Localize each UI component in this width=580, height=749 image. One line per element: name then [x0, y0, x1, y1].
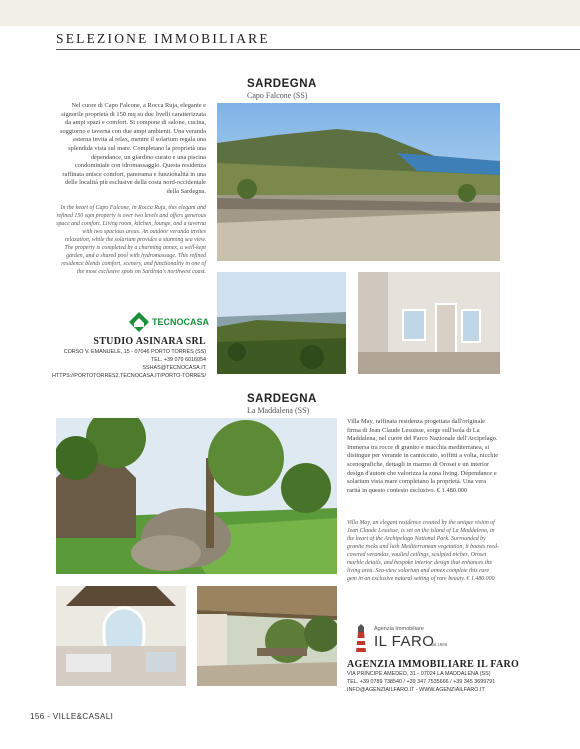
- lighthouse-icon: [352, 624, 370, 654]
- listing1-region: SARDEGNA: [247, 78, 317, 90]
- listing2-photo-interior: [56, 586, 186, 686]
- listing1-agency-email[interactable]: SSHAS@TECNOCASA.IT: [142, 365, 206, 371]
- listing2-agency-phone: TEL. +39 0789 738540 / +39 347 7535666 / +39 345 3699791: [347, 679, 496, 685]
- page-footer: 156 - VILLE&CASALI: [30, 712, 114, 721]
- listing1-photo-coast: [217, 103, 500, 261]
- listing2-location: La Maddalena (SS): [247, 406, 310, 415]
- il-faro-logo-since: dal 1986: [430, 642, 448, 647]
- listing2-region: SARDEGNA: [247, 393, 317, 405]
- il-faro-logo: [352, 624, 502, 656]
- tecnocasa-logo: [128, 311, 208, 333]
- header-rule: [56, 49, 580, 50]
- tecnocasa-logo-text: TECNOCASA: [152, 317, 210, 327]
- section-title: SELEZIONE IMMOBILIARE: [56, 31, 270, 46]
- il-faro-logo-small: Agenzia Immobiliare: [374, 626, 424, 632]
- il-faro-logo-big: IL FARO: [374, 633, 435, 650]
- top-band: [0, 0, 580, 26]
- listing1-agency-address: CORSO V. EMANUELE, 15 - 07046 PORTO TORRES (SS): [63, 349, 206, 355]
- listing2-text-en: Villa May, an elegant residence created by the unique vision of Jean Claude Lesuisse, is set on the island of La Maddalena, in the heart of the Archipelago National Park. Surrounded by granite rocks and lush Mediterranean vegetation, it boasts reed-covered verandas, vaulted ceilings, sculpted niches, Orosei marble details, and bespoke interior design that enhances the living area. Sea-view solarium and annex complete this rare gem in an exclusive natural setting of rare beauty. € 1.480.000: [347, 520, 499, 582]
- listing2-agency-address: VIA PRINCIPE AMEDEO, 31 - 07024 LA MADDALENA (SS): [347, 671, 491, 677]
- listing2-text-it: Villa May, raffinata residenza progettata dall'originale firma di Jean Claude Lesuisse, sorge sull'isola di La Maddalena, nel cuore del Parco Nazionale dell'Arcipelago. Immersa tra rocce di granito e macchia mediterranea, si distingue per verande in canniccato, soffitti a volta, nicchie scenografiche, dettagli in marmo di Orosei e un interior design d'autore che valorizza la zona living. Dépendance e solarium vista mare completano la proprietà. Una vera rarità in questo contesto esclusivo. € 1.480.000: [347, 418, 499, 494]
- listing1-photo-interior: [358, 272, 500, 374]
- house-icon: [128, 311, 150, 333]
- listing1-agency-url[interactable]: HTTPS://PORTOTORRES2.TECNOCASA.IT/PORTO-TORRES/: [52, 373, 206, 379]
- listing1-text-it: Nel cuore di Capo Falcone, a Rocca Ruja, elegante e signorile proprietà di 150 mq su due livelli caratterizzata da ampi spazi e comfort. Si compone di salone, cucina, soggiorno e taverna con due ampi ambienti. Una veranda esterna invita al relax, mentre il solarium regala una splendida vista sul mare. Completano la proprietà una dépendance, un giardino curato e una piscina condominiale con idromassaggio. Questa residenza raffinata unisce comfort, panorama e funzionalità in una delle località più esclusive della costa nord-occidentale della Sardegna.: [59, 102, 206, 195]
- listing2-photo-veranda: [197, 586, 337, 686]
- listing1-agency-name: STUDIO ASINARA SRL: [93, 336, 206, 347]
- listing1-photo-countryside: [217, 272, 346, 374]
- listing2-photo-garden: [56, 418, 337, 574]
- listing2-agency-web[interactable]: INFO@AGENZIAILFARO.IT - WWW.AGENZIAILFARO.IT: [347, 687, 485, 693]
- listing1-text-en: In the heart of Capo Falcone, in Rocca Ruja, this elegant and refined 150 sqm property is over two levels and offers generous space and comfort. Living room, kitchen, lounge, and a taverna with two spacious areas. An outdoor veranda invites relaxation, while the solarium provides a stunning sea view. The property is completed by a charming annex, a well-kept garden, and a shared pool with hydromassage. This refined residence blends comfort, scenery, and functionality in one of the most exclusive spots on Sardinia's northwest coast.: [56, 205, 206, 275]
- listing2-agency-name: AGENZIA IMMOBILIARE IL FARO: [347, 659, 520, 670]
- listing1-agency-phone: TEL. +39 079 6016054: [150, 357, 206, 363]
- listing1-location: Capo Falcone (SS): [247, 91, 308, 100]
